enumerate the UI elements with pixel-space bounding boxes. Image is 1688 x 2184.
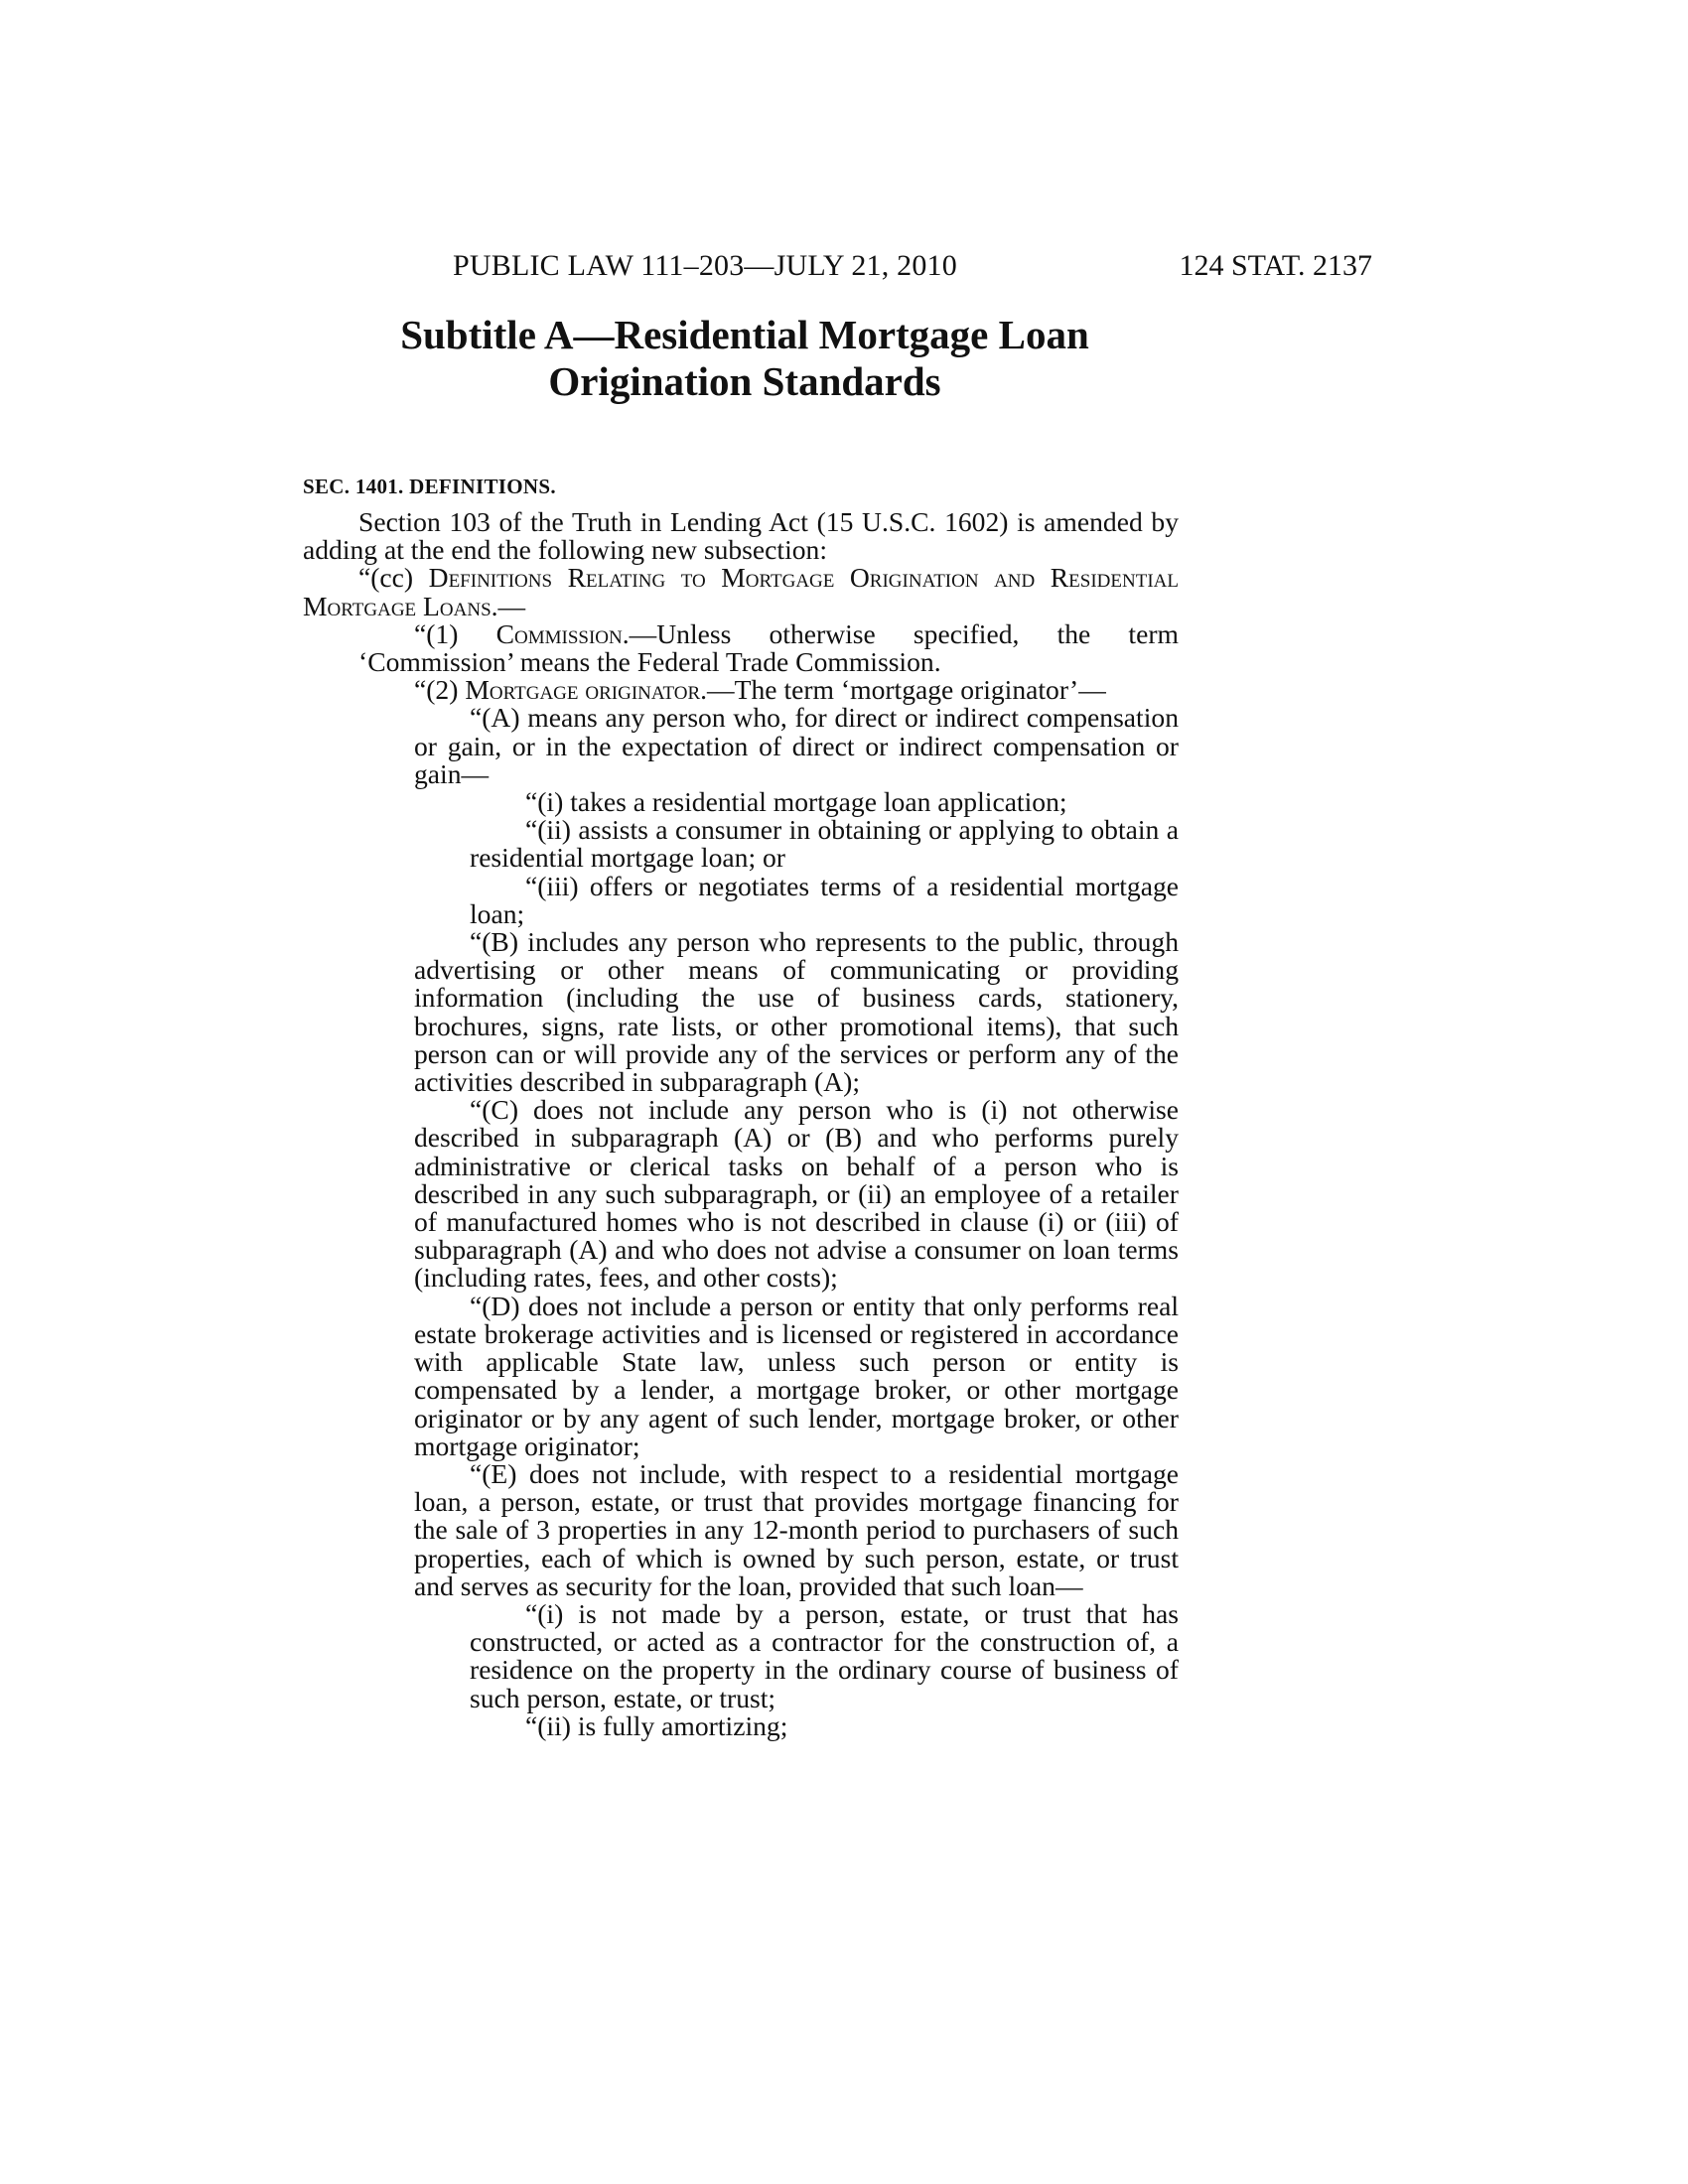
section-body	[303, 508, 1179, 1740]
subsection-cc-prefix: “(cc)	[358, 562, 429, 594]
section-heading: SEC. 1401. DEFINITIONS.	[303, 475, 556, 498]
public-law-citation: PUBLIC LAW 111–203—JULY 21, 2010	[453, 249, 957, 282]
subparagraph-a: “(A) means any person who, for direct or indirect compensation or gain, or in the expectation of direct or indirect compensation or gain—	[414, 702, 1179, 789]
subtitle-heading	[298, 312, 1192, 405]
subparagraph-e: “(E) does not include, with respect to a residential mortgage loan, a person, estate, or trust that provides mortgage financing for the sale of 3 properties in any 12-month period to purchasers of such properties, each of which is owned by such person, estate, or trust and serves as security for the loan, provided that such loan—	[414, 1457, 1179, 1601]
subparagraph-b: “(B) includes any person who represents to the public, through advertising or other means of communicating or providing information (including the use of business cards, stationery, brochures, signs, rate lists, or other promotional items), that such person can or will provide any of the services or perform any of the activities described in subparagraph (A);	[414, 926, 1179, 1098]
clause-a-iii: “(iii) offers or negotiates terms of a residential mortgage loan;	[470, 870, 1179, 929]
running-header	[0, 246, 1688, 286]
subtitle-line-1: Subtitle A—Residential Mortgage Loan	[400, 312, 1089, 357]
paragraph-2-heading: Mortgage originator	[465, 674, 701, 706]
clause-a-i: “(i) takes a residential mortgage loan application;	[525, 786, 1067, 818]
clause-a-ii: “(ii) assists a consumer in obtaining or applying to obtain a residential mortgage loan; or	[470, 814, 1179, 874]
paragraph-2	[358, 676, 1179, 704]
intro-paragraph: Section 103 of the Truth in Lending Act (15 U.S.C. 1602) is amended by adding at the end the following new subsection:	[303, 506, 1179, 566]
subparagraph-c: “(C) does not include any person who is (i) not otherwise described in subparagraph (A) or (B) and who performs purely administrative or clerical tasks on behalf of a person who is described in any such subparagraph, or (ii) an employee of a retailer of manufactured homes who is not described in clause (i) or (iii) of subparagraph (A) and who does not advise a consumer on loan terms (including rates, fees, and other costs);	[414, 1094, 1179, 1294]
subtitle-line-2: Origination Standards	[548, 358, 941, 404]
subsection-cc	[303, 564, 1179, 619]
paragraph-1	[358, 617, 1179, 678]
paragraph-2-text: .—The term ‘mortgage originator’—	[700, 674, 1106, 706]
subsection-cc-heading: Definitions Relating to Mortgage Origination and Residential Mortgage Loans	[303, 562, 1179, 621]
paragraph-1-prefix: “(1)	[414, 617, 496, 649]
paragraph-1-text: .—Unless otherwise specified, the term ‘Commission’ means the Federal Trade Commission.	[358, 617, 1179, 678]
clause-e-i: “(i) is not made by a person, estate, or trust that has constructed, or acted as a contractor for the construction of, a residence on the property in the ordinary course of business of such person, estate, or trust;	[470, 1597, 1179, 1713]
subparagraph-d: “(D) does not include a person or entity that only performs real estate brokerage activities and is licensed or registered in accordance with applicable State law, unless such person or entity is compensated by a lender, a mortgage broker, or other mortgage originator or by any agent of such lender, mortgage broker, or other mortgage originator;	[414, 1290, 1179, 1461]
statute-page-number: 124 STAT. 2137	[1179, 249, 1372, 282]
paragraph-1-heading: Commission	[495, 617, 623, 649]
paragraph-2-prefix: “(2)	[414, 674, 466, 706]
subsection-cc-suffix: .—	[491, 590, 526, 621]
clause-e-ii: “(ii) is fully amortizing;	[525, 1709, 788, 1741]
